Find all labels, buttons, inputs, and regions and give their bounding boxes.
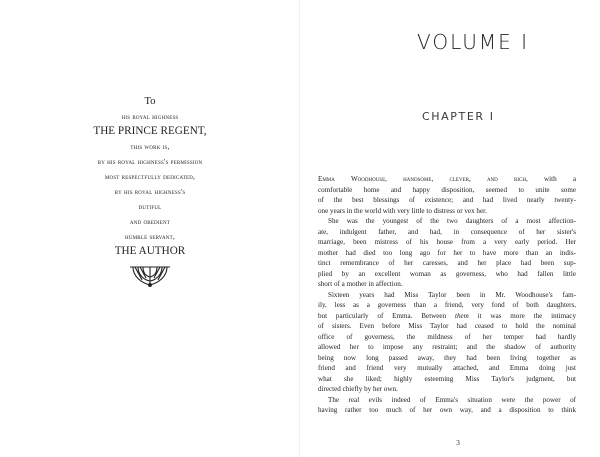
body-line: She was the youngest of the two daughters of a most affection- bbox=[328, 217, 576, 225]
body-line: short of a mother in affection. bbox=[318, 280, 403, 288]
page-number: 3 bbox=[456, 438, 460, 447]
body-line: comfortable home and happy disposition, seemed to unite some bbox=[318, 185, 576, 194]
dedication-line: THE AUTHOR bbox=[114, 245, 186, 257]
dedication-block bbox=[70, 94, 230, 287]
chapter-body-text bbox=[318, 174, 576, 416]
body-line: Sixteen years had Miss Taylor been in Mr. Woodhouse's fam- bbox=[328, 290, 576, 299]
opening-small-caps: Emma Woodhouse, handsome, clever, and rich, bbox=[318, 175, 528, 183]
dedication-line: dutiful bbox=[138, 202, 162, 211]
dedication-line: this work is, bbox=[130, 142, 170, 151]
dedication-line: his royal highness bbox=[121, 112, 179, 121]
chapter-title: CHAPTER I bbox=[422, 110, 495, 123]
body-line: of sisters. Even before Miss Taylor had ceased to hold the nominal bbox=[318, 322, 576, 330]
body-line: plied by an excellent woman as governess, who had fallen little bbox=[318, 269, 576, 278]
body-line: of the best blessings of existence; and had lived nearly twenty- bbox=[318, 196, 576, 204]
body-line: The real evils indeed of Emma's situation were the power of bbox=[328, 395, 576, 404]
dedication-line: THE PRINCE REGENT, bbox=[93, 125, 207, 137]
body-line: tinct remembrance of her caresses, and her place had been sup- bbox=[318, 259, 576, 267]
dedication-line: by his royal highness's permission bbox=[97, 157, 203, 166]
body-line: being now long passed away, they had been living together as bbox=[318, 353, 576, 362]
dedication-line: To bbox=[144, 96, 156, 107]
body-line bbox=[318, 174, 576, 185]
emphasis: them bbox=[454, 311, 469, 320]
body-line: allowed her to impose any restraint; and the shadow of authority bbox=[318, 343, 576, 351]
body-line: directed chiefly by her own. bbox=[318, 385, 398, 393]
body-line: what she liked; highly esteeming Miss Taylor's judgment, but bbox=[318, 374, 576, 383]
dedication-line: by his royal highness's bbox=[114, 187, 186, 196]
body-line: mother had died too long ago for her to have more than an indis- bbox=[318, 248, 576, 257]
body-line: having rather too much of her own way, and a disposition to think bbox=[318, 406, 576, 414]
body-line: friend and friend very mutually attached, and Emma doing just bbox=[318, 364, 576, 372]
body-line: but particularly of Emma. Between them it was more the intimacy bbox=[318, 311, 576, 320]
dedication-line: most respectfully dedicated, bbox=[104, 172, 196, 181]
dedication-line: and obedient bbox=[129, 217, 171, 226]
body-line: marriage, been mistress of his house from a very early period. Her bbox=[318, 238, 576, 246]
opening-rest: with a bbox=[527, 175, 577, 183]
volume-title: VOLUME I bbox=[417, 30, 530, 54]
body-line: one years in the world with very little to distress or vex her. bbox=[318, 206, 487, 215]
page-gutter bbox=[299, 0, 300, 457]
body-line: office of governess, the mildness of her temper had hardly bbox=[318, 332, 576, 341]
ornament-icon bbox=[128, 265, 172, 287]
body-line: ily, less as a governess than a friend, very fond of both daughters, bbox=[318, 301, 576, 309]
dedication-line: humble servant, bbox=[125, 232, 175, 241]
body-line: ate, indulgent father, and had, in consequence of her sister's bbox=[318, 227, 576, 236]
